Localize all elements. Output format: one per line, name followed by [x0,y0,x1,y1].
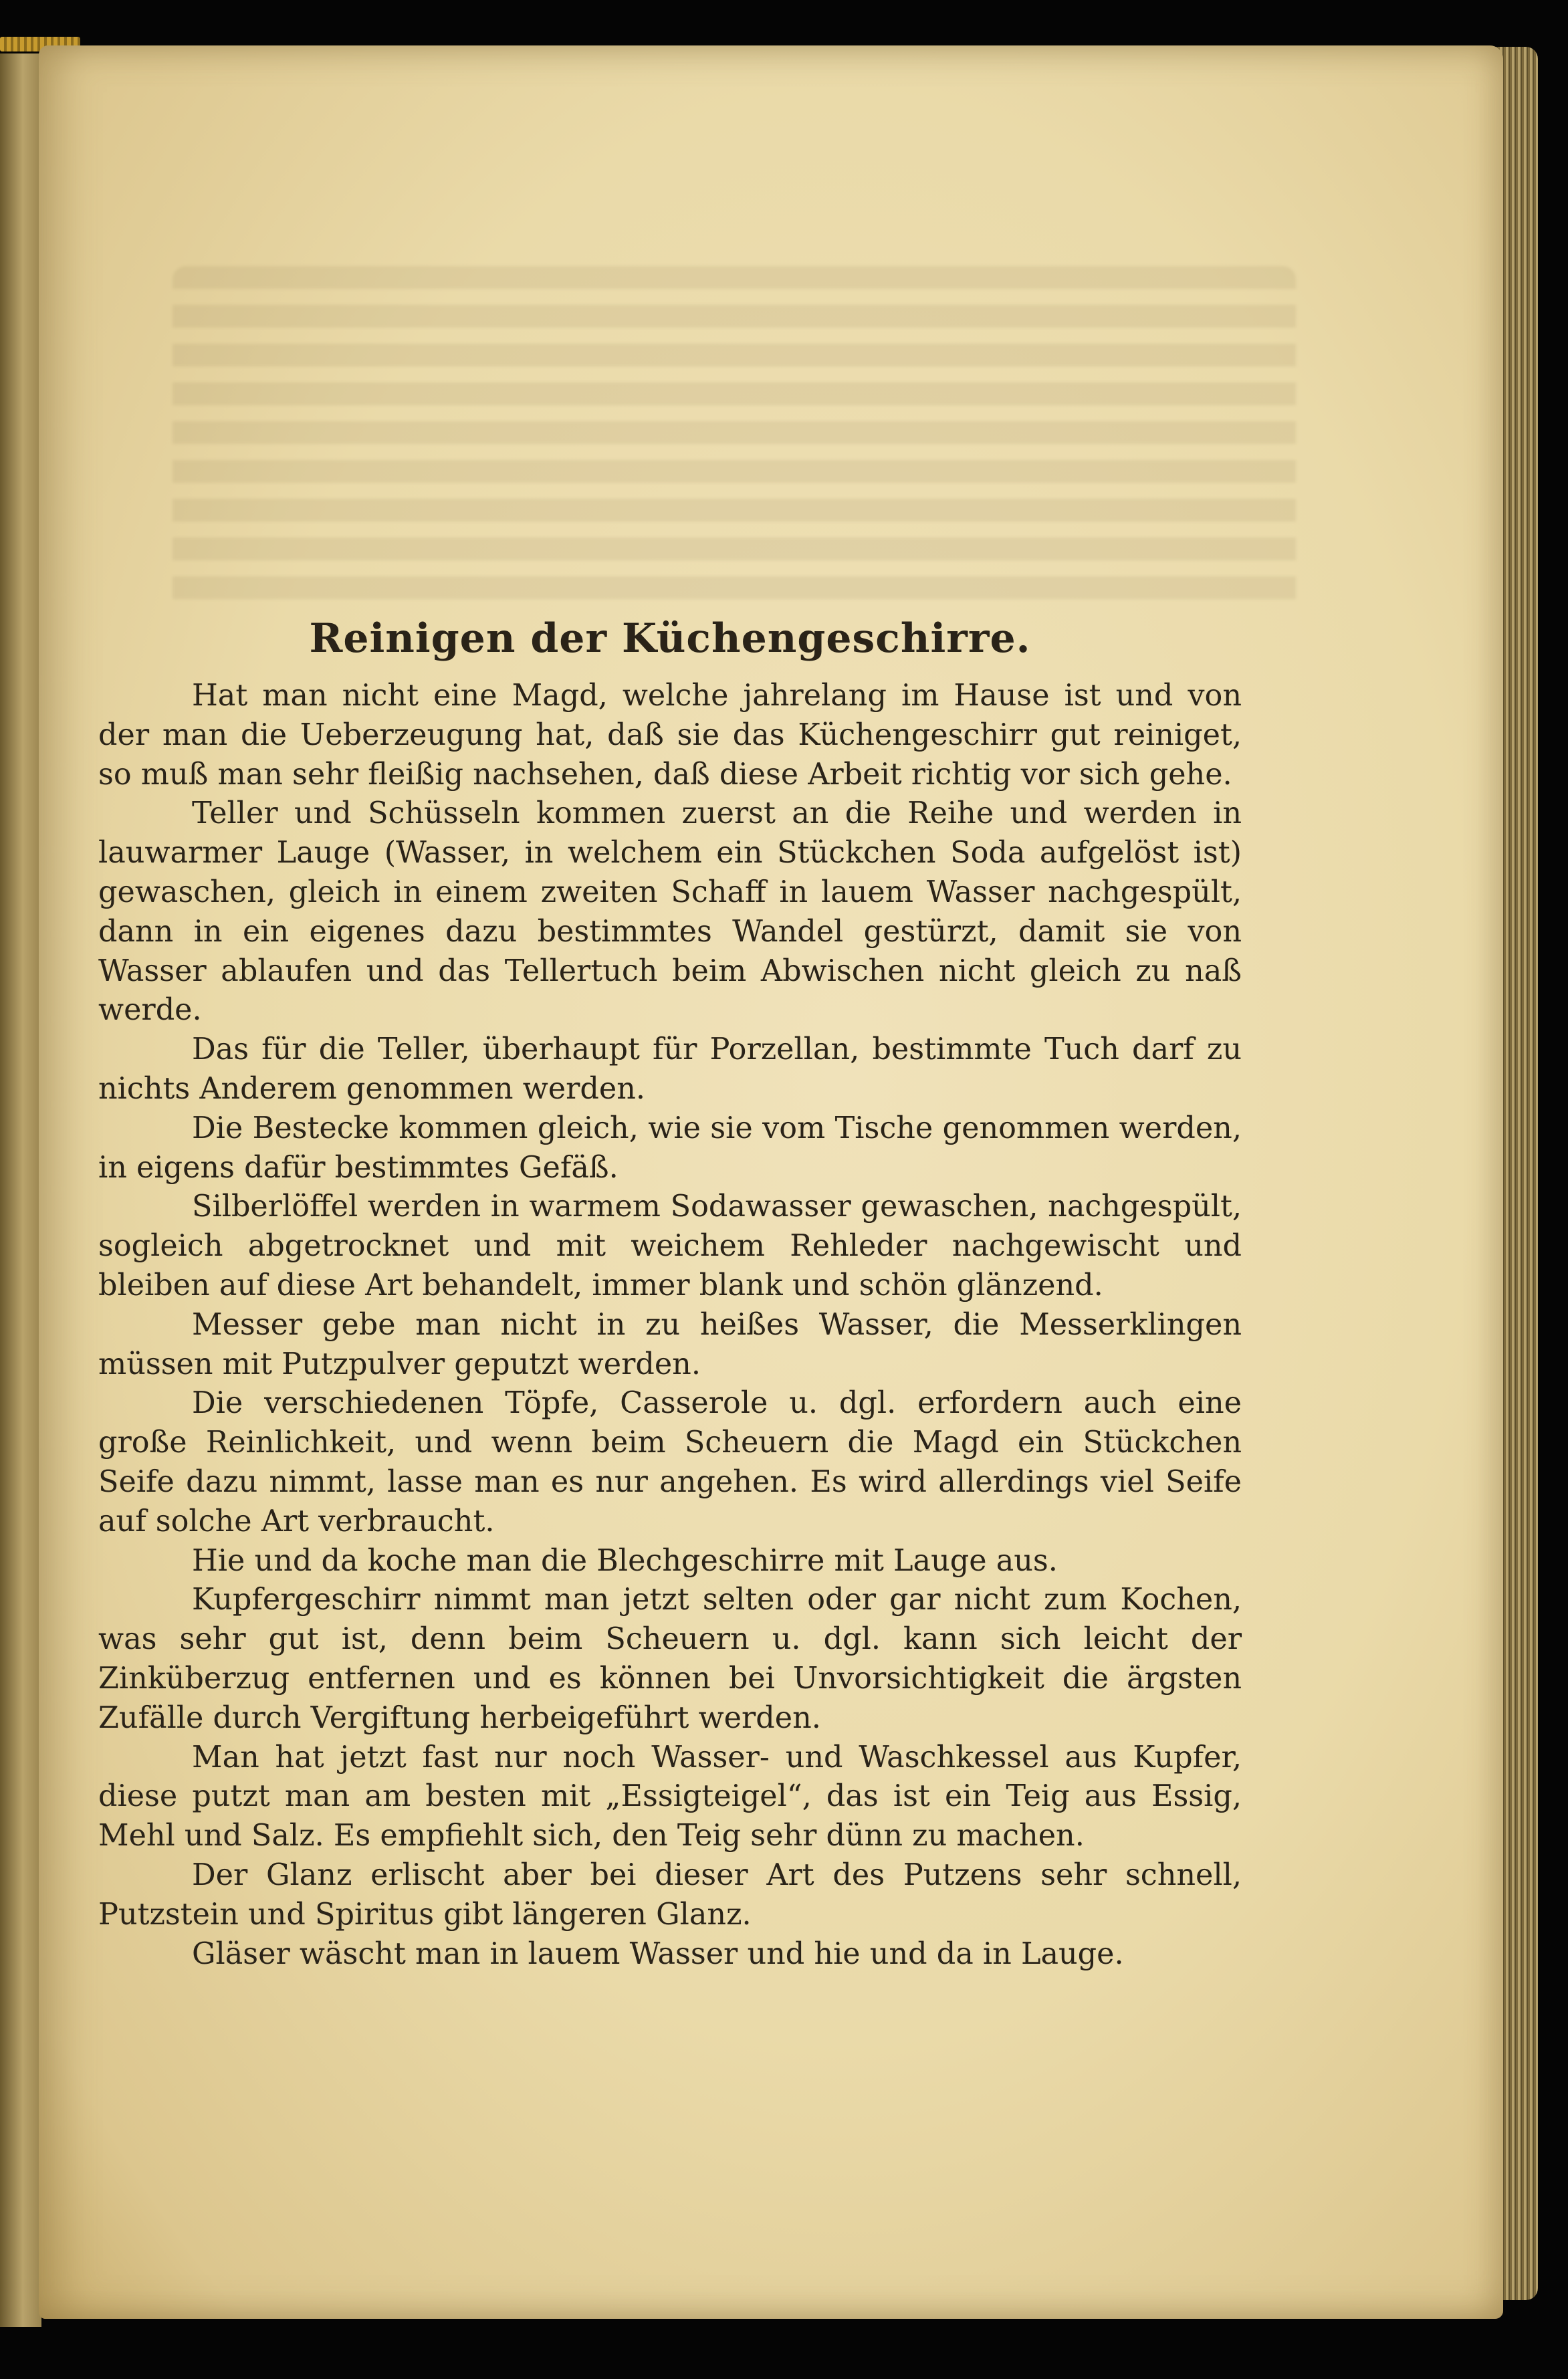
paragraph-tuch: Das für die Teller, überhaupt für Porzellan, bestimmte Tuch darf zu nichts Anderem genommen werden. [98,1032,1242,1106]
paragraph-magd: Hat man nicht eine Magd, welche jahrelang im Hause ist und von der man die Ueberzeugung hat, daß sie das Küchengeschirr gut reiniget, so muß man sehr fleißig nachsehen, daß diese Arbeit richtig vor sich gehe. [98,679,1242,792]
paragraph-blechgeschirre: Hie und da koche man die Blechgeschirre mit Lauge aus. [192,1543,1058,1578]
paragraph-kessel: Man hat jetzt fast nur noch Wasser- und Waschkessel aus Kupfer, diese putzt man am besten mit „Essigteigel“, das ist ein Teig aus Essig, Mehl und Salz. Es empfiehlt sich, den Teig sehr dünn zu machen. [98,1740,1242,1853]
paragraph-glanz: Der Glanz erlischt aber bei dieser Art des Putzens sehr schnell, Putzstein und Spiritus gibt längeren Glanz. [98,1857,1242,1932]
paragraph-silberloeffel: Silberlöffel werden in warmem Sodawasser gewaschen, nachgespült, sogleich abgetrocknet und mit weichem Rehleder nachgewischt und bleiben auf diese Art behandelt, immer blank und schön glänzend. [98,1190,1242,1302]
previous-page-edge [0,53,41,2327]
paragraph-bestecke: Die Bestecke kommen gleich, wie sie vom Tische genommen werden, in eigens dafür bestimmtes Gefäß. [98,1111,1242,1185]
paragraph-messer: Messer gebe man nicht in zu heißes Wasser, die Messerklingen müssen mit Putzpulver geputzt werden. [98,1307,1242,1381]
bleed-through-texture [173,266,1296,614]
paragraph-toepfe: Die verschiedenen Töpfe, Casserole u. dgl. erfordern auch eine große Reinlichkeit, und wenn beim Scheuern die Magd ein Stückchen Seife dazu nimmt, lasse man es nur angehen. Es wird allerdings viel Seife auf solche Art verbraucht. [98,1386,1242,1539]
section-title: Reinigen der Küchengeschirre. [309,615,1031,662]
paragraph-kupfergeschirr: Kupfergeschirr nimmt man jetzt selten oder gar nicht zum Kochen, was sehr gut ist, denn beim Scheuern u. dgl. kann sich leicht der Zinküberzug entfernen und es können bei Unvorsichtigkeit die ärgsten Zufälle durch Vergiftung herbeigeführt werden. [98,1583,1242,1735]
page-content [98,615,1242,1974]
paragraph-teller: Teller und Schüsseln kommen zuerst an die Reihe und werden in lauwarmer Lauge (Wasser, in welchem ein Stückchen Soda aufgelöst ist) gewaschen, gleich in einem zweiten Schaff in lauem Wasser nachgespült, dann in ein eigenes dazu bestimmtes Wandel gestürzt, damit sie von Wasser ablaufen und das Tellertuch beim Abwischen nicht gleich zu naß werde. [98,796,1242,1028]
paragraph-glaeser: Gläser wäscht man in lauem Wasser und hie und da in Lauge. [192,1936,1124,1971]
